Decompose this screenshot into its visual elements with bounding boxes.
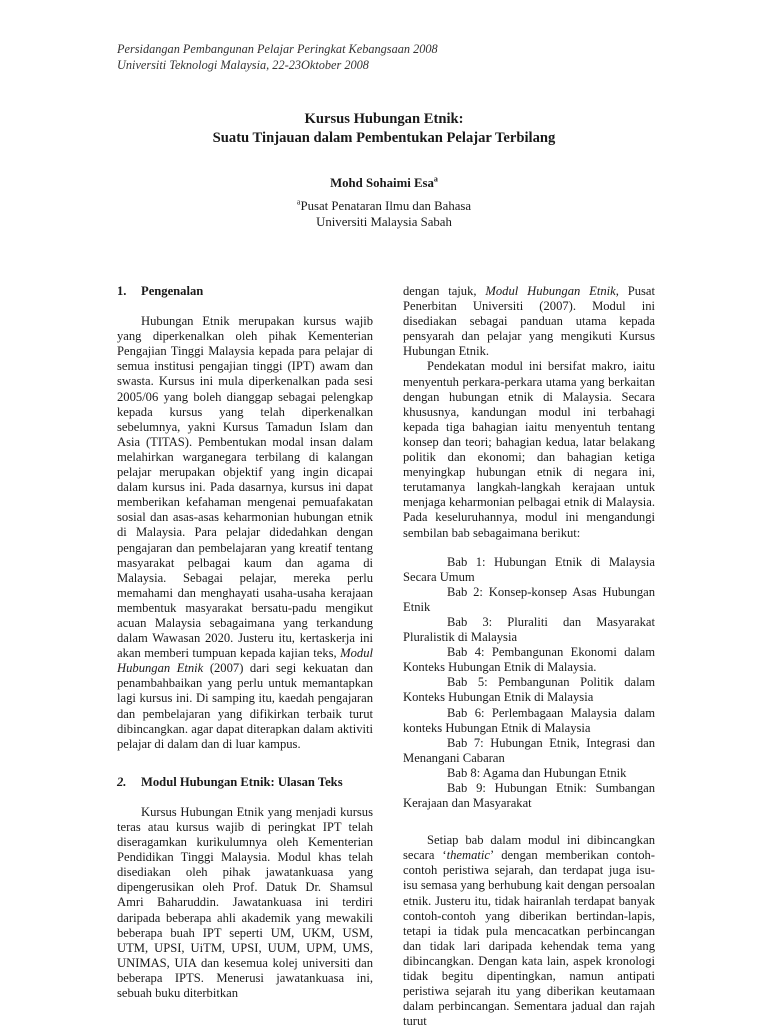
- chapter-item: Bab 9: Hubungan Etnik: Sumbangan Kerajaan dan Masyarakat: [403, 781, 655, 811]
- chapter-item: Bab 5: Pembangunan Politik dalam Konteks Hubungan Etnik di Malaysia: [403, 675, 655, 705]
- left-column: [117, 284, 373, 1001]
- section-1-title: Pengenalan: [141, 284, 204, 298]
- chapter-item: Bab 8: Agama dan Hubungan Etnik: [447, 765, 627, 780]
- chapter-item: Bab 7: Hubungan Etnik, Integrasi dan Menangani Cabaran: [403, 735, 655, 765]
- approach-paragraph: Pendekatan modul ini bersifat makro, iaitu menyentuh perkara-perkara utama yang berkaitan dengan hubungan etnik di Malaysia. Secara khususnya, kandungan modul ini terbahagi kepada tiga bahagian iaitu menyentuh tentang konsep dan teori; bahagian kedua, latar belakang politik dan ekonomi; dan bahagian ketiga menyingkap hubungan etnik di negara ini, terutamanya langkah-langkah kerajaan untuk menjaga keharmonian pelbagai etnik di Malaysia. Pada keseluruhannya, modul ini mengandungi sembilan bab sebagaimana berikut:: [403, 359, 655, 540]
- section-2-title: Modul Hubungan Etnik: Ulasan Teks: [141, 774, 343, 789]
- title-line-2: Suatu Tinjauan dalam Pembentukan Pelajar Terbilang: [212, 130, 556, 146]
- section-2-number: 2.: [117, 774, 127, 789]
- title-line-1: Kursus Hubungan Etnik:: [304, 111, 464, 127]
- conference-name: Persidangan Pembangunan Pelajar Peringkat Kebangsaan 2008: [117, 42, 438, 56]
- chapter-list: [403, 555, 655, 812]
- right-column: [403, 284, 655, 1029]
- continuation-paragraph: dengan tajuk, Modul Hubungan Etnik, Pusat Penerbitan Universiti (2007). Modul ini disediakan sebagai panduan utama kepada pensyarah dan pelajar yang mengikuti Kursus Hubungan Etnik.: [403, 284, 655, 359]
- thematic-paragraph: Setiap bab dalam modul ini dibincangkan secara ‘thematic’ dengan memberikan contoh-contoh peristiwa sejarah, dan terdapat juga isu-isu semasa yang berhubung kait dengan persoalan etnik. Justeru itu, tidak hairanlah terdapat banyak contoh-contoh yang diberikan bertindan-lapis, tetapi ia tidak pula mencacatkan perbincangan dan tidak lari daripada kehendak tema yang dibincangkan. Dengan kata lain, aspek kronologi tidak begitu dipentingkan, namun antipati peristiwa sejarah itu yang diberikan keutamaan dalam perbincangan. Sementara jadual dan rajah turut: [403, 833, 655, 1029]
- chapter-item: Bab 3: Pluraliti dan Masyarakat Pluralistik di Malaysia: [403, 614, 655, 645]
- affiliation-line-2: Universiti Malaysia Sabah: [316, 215, 452, 229]
- chapter-item: Bab 6: Perlembagaan Malaysia dalam konteks Hubungan Etnik di Malaysia: [403, 705, 655, 735]
- chapter-item: Bab 4: Pembangunan Ekonomi dalam Konteks Hubungan Etnik di Malaysia.: [403, 645, 655, 675]
- paper-title: [0, 110, 768, 148]
- section-1-paragraph: Hubungan Etnik merupakan kursus wajib yang diperkenalkan oleh pihak Kementerian Pengajian Tinggi Malaysia kepada para pelajar di semua institusi pengajian tinggi (IPT) awam dan swasta. Kursus ini mula diperkenalkan pada sesi 2005/06 yang boleh dianggap sebagai pelengkap kepada kursus yang telah diperkenalkan sebelumnya, yakni Kursus Tamadun Islam dan Asia (TITAS). Pembentukan modal insan dalam melahirkan warganegara terbilang di kalangan pelajar merupakan objektif yang ingin dicapai dalam kursus ini. Pada dasarnya, kursus ini dapat memberikan kefahaman mengenai pemuafakatan sosial dan asas-asas keharmonian hubungan etnik di Malaysia. Para pelajar didedahkan dengan pengajaran dan pembelajaran yang kreatif tentang masyarakat pelbagai kaum dan agama di Malaysia. Sebagai pelajar, mereka perlu memahami dan menghayati usaha-usaha kerajaan membentuk masyarakat bersatu-padu mengikut acuan Malaysia sebagaimana yang terkandung dalam Wawasan 2020. Justeru itu, kertaskerja ini akan memberi tumpuan kepada kajian teks, Modul Hubungan Etnik (2007) dari segi kekuatan dan penambahbaikan yang perlu untuk memantapkan lagi kursus ini. Di samping itu, kaedah pengajaran dan pembelajaran yang difikirkan terbaik turut dibincangkan. agar dapat diterapkan dalam aktiviti pelajar di dalam dan di luar kampus.: [117, 314, 373, 751]
- affiliation-line-1: Pusat Penataran Ilmu dan Bahasa: [300, 199, 472, 213]
- author-line: [0, 175, 768, 191]
- conference-venue: Universiti Teknologi Malaysia, 22-23Oktober 2008: [117, 58, 369, 72]
- running-header: [117, 41, 438, 73]
- section-2-heading: [117, 775, 373, 790]
- affiliation-sup: a: [296, 197, 301, 207]
- author-name: Mohd Sohaimi Esa: [330, 176, 434, 190]
- author-sup: a: [433, 174, 438, 184]
- chapter-item: Bab 1: Hubungan Etnik di Malaysia Secara Umum: [403, 554, 655, 584]
- section-1-heading: [117, 284, 373, 299]
- section-2-paragraph: Kursus Hubungan Etnik yang menjadi kursus teras atau kursus wajib di peringkat IPT telah diseragamkan kurikulumnya oleh Kementerian Pendidikan Tinggi Malaysia. Modul khas telah disediakan oleh pihak jawatankuasa yang dipengerusikan oleh Prof. Datuk Dr. Shamsul Amri Baharuddin. Jawatankuasa ini terdiri daripada beberapa ahli akademik yang mewakili beberapa buah IPT seperti UM, UKM, USM, UTM, UPSI, UiTM, UPSI, UUM, UPM, UMS, UNIMAS, UIA dan kesemua kolej universiti dan beberapa IPTS. Menerusi jawatankuasa ini, sebuah buku diterbitkan: [117, 804, 373, 1001]
- chapter-item: Bab 2: Konsep-konsep Asas Hubungan Etnik: [403, 584, 655, 614]
- affiliation: [0, 198, 768, 230]
- section-1-number: 1.: [117, 284, 127, 298]
